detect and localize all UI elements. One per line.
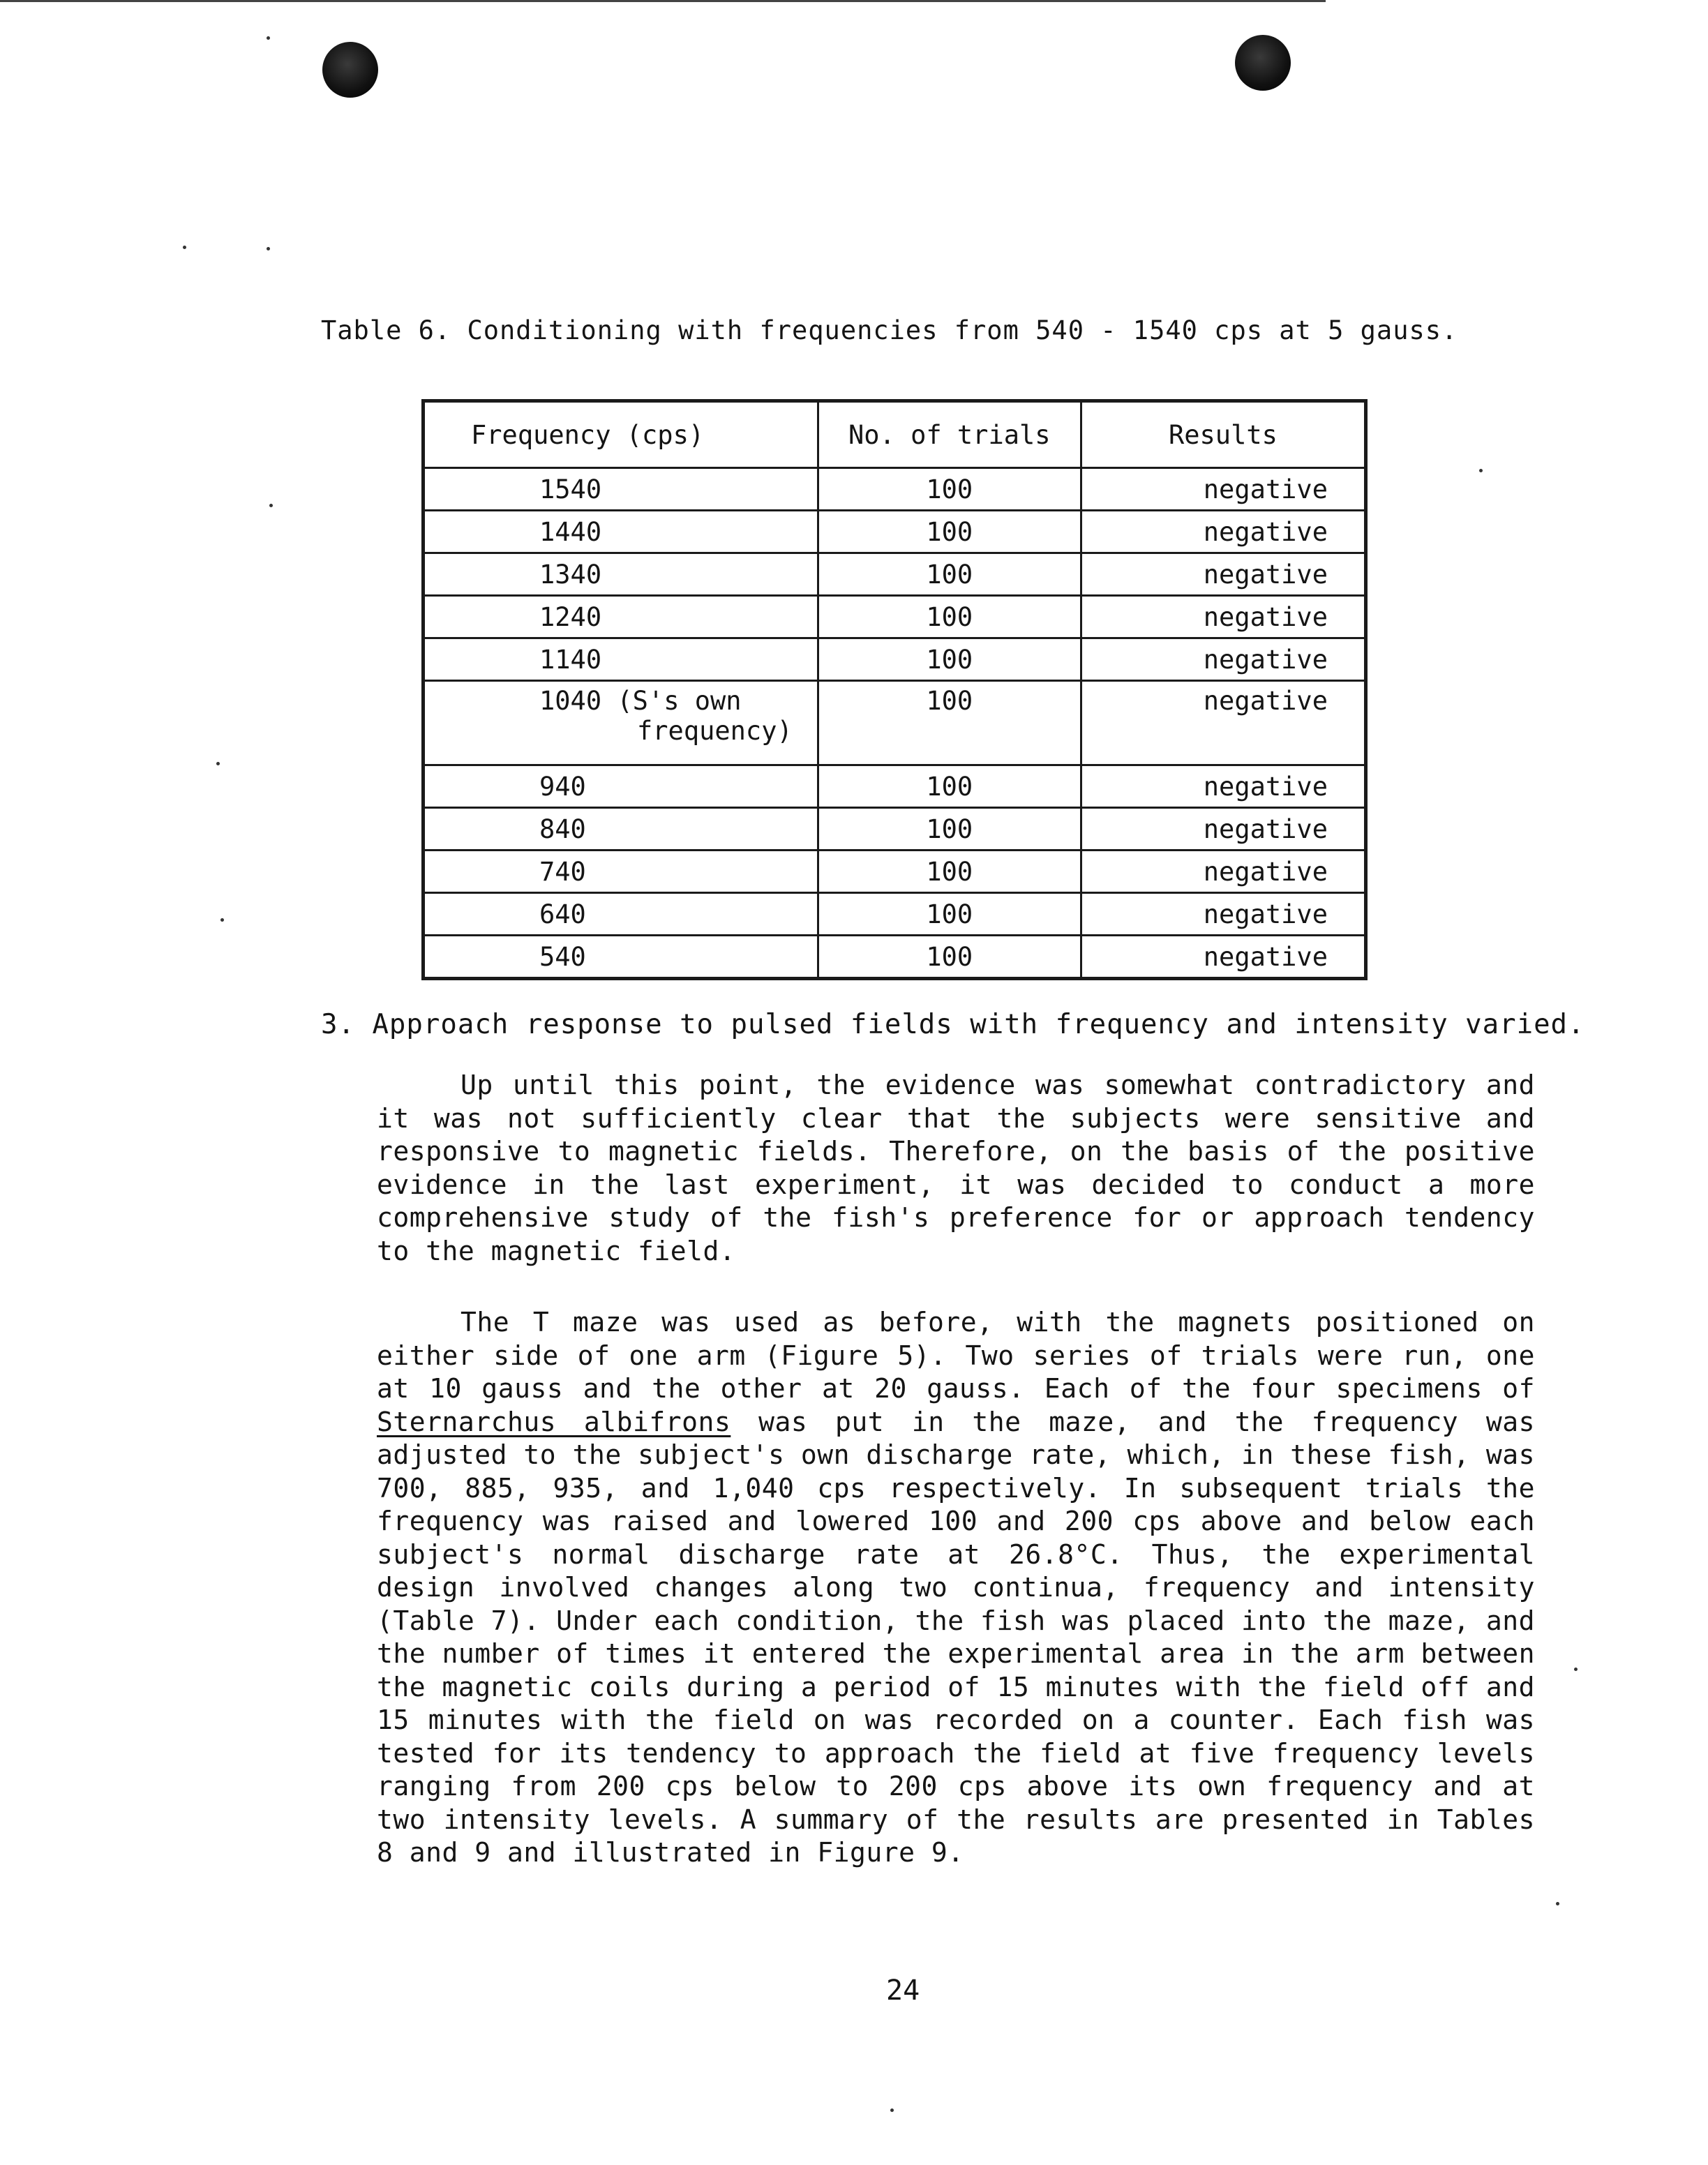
trials-cell: 100 bbox=[818, 511, 1081, 553]
trials-cell: 100 bbox=[818, 638, 1081, 681]
result-cell: negative bbox=[1081, 681, 1365, 765]
conditioning-table bbox=[421, 399, 1368, 980]
result-cell: negative bbox=[1081, 511, 1365, 553]
scan-speck bbox=[1556, 1902, 1559, 1905]
frequency-cell: 1440 bbox=[424, 511, 818, 553]
scan-top-edge bbox=[0, 0, 1326, 2]
frequency-cell: 1340 bbox=[424, 553, 818, 596]
page-number: 24 bbox=[886, 1975, 920, 2007]
result-cell: negative bbox=[1081, 851, 1365, 893]
column-header-frequency: Frequency (cps) bbox=[424, 401, 818, 468]
punch-hole-right bbox=[1235, 35, 1291, 91]
scan-speck bbox=[267, 247, 270, 250]
trials-cell: 100 bbox=[818, 893, 1081, 936]
trials-cell: 100 bbox=[818, 553, 1081, 596]
frequency-cell: 1540 bbox=[424, 468, 818, 511]
trials-cell: 100 bbox=[818, 936, 1081, 979]
frequency-cell: 1240 bbox=[424, 596, 818, 638]
paragraph-text: The T maze was used as before, with the magnets positioned on either side of one arm (Figure 5). Two series of trials were run, one at 10 gauss and the other at 20 gauss. Each of the four specimens of bbox=[377, 1307, 1535, 1404]
scan-speck bbox=[1479, 469, 1483, 472]
result-cell: negative bbox=[1081, 765, 1365, 808]
scan-speck bbox=[1574, 1668, 1578, 1671]
column-header-trials: No. of trials bbox=[818, 401, 1081, 468]
result-cell: negative bbox=[1081, 553, 1365, 596]
scan-speck bbox=[269, 504, 273, 507]
species-name: Sternarchus albifrons bbox=[377, 1406, 731, 1437]
frequency-cell bbox=[424, 681, 818, 765]
paragraph-text: was put in the maze, and the frequency was adjusted to the subject's own discharge rate, which, in these fish, was 700, 885, 935, and 1,040 cps respectively. In subsequent trials the frequency was raised and lowered 100 and 200 cps above and below each subject's normal discharge rate at 26.8°C. Thus, the experimental design involved changes along two continua, frequency and intensity (Table 7). Under each condition, the fish was placed into the maze, and the number of times it entered the experimental area in the arm between the magnetic coils during a period of 15 minutes with the field off and 15 minutes with the field on was recorded on a counter. Each fish was tested for its tendency to approach the field at five frequency levels ranging from 200 cps below to 200 cps above its own frequency and at two intensity levels. A summary of the results are presented in Tables 8 and 9 and illustrated in Figure 9. bbox=[377, 1406, 1535, 1868]
trials-cell: 100 bbox=[818, 596, 1081, 638]
result-cell: negative bbox=[1081, 596, 1365, 638]
table-row bbox=[424, 681, 1366, 765]
frequency-cell: 940 bbox=[424, 765, 818, 808]
result-cell: negative bbox=[1081, 638, 1365, 681]
trials-cell: 100 bbox=[818, 765, 1081, 808]
table-row bbox=[424, 893, 1366, 936]
scan-speck bbox=[216, 762, 220, 765]
trials-cell: 100 bbox=[818, 681, 1081, 765]
frequency-value: 1040 (S's own bbox=[539, 686, 742, 716]
trials-cell: 100 bbox=[818, 851, 1081, 893]
frequency-cell: 840 bbox=[424, 808, 818, 851]
section-heading: 3. Approach response to pulsed fields with frequency and intensity varied. bbox=[321, 1009, 1585, 1040]
table-row bbox=[424, 851, 1366, 893]
frequency-cell: 740 bbox=[424, 851, 818, 893]
paragraph-text: Up until this point, the evidence was somewhat contradictory and it was not sufficiently clear that the subjects were sensitive and responsive to magnetic fields. Therefore, on the basis of the positive evidence in the last experiment, it was decided to conduct a more comprehensive study of the fish's preference for or approach tendency to the magnetic field. bbox=[377, 1070, 1535, 1266]
table-row bbox=[424, 808, 1366, 851]
trials-cell: 100 bbox=[818, 808, 1081, 851]
table-row bbox=[424, 765, 1366, 808]
table-row bbox=[424, 638, 1366, 681]
scan-speck bbox=[267, 36, 270, 40]
table-row bbox=[424, 936, 1366, 979]
punch-hole-left bbox=[322, 42, 378, 98]
frequency-note: frequency) bbox=[637, 716, 793, 746]
table-row bbox=[424, 511, 1366, 553]
result-cell: negative bbox=[1081, 893, 1365, 936]
table-row bbox=[424, 553, 1366, 596]
body-paragraph bbox=[377, 1306, 1535, 1870]
frequency-cell: 640 bbox=[424, 893, 818, 936]
table-row bbox=[424, 596, 1366, 638]
scan-speck bbox=[220, 918, 224, 922]
table-row bbox=[424, 468, 1366, 511]
frequency-cell: 540 bbox=[424, 936, 818, 979]
result-cell: negative bbox=[1081, 808, 1365, 851]
trials-cell: 100 bbox=[818, 468, 1081, 511]
table-caption: Table 6. Conditioning with frequencies from 540 - 1540 cps at 5 gauss. bbox=[321, 315, 1458, 345]
result-cell: negative bbox=[1081, 936, 1365, 979]
scan-speck bbox=[183, 246, 186, 249]
scan-speck bbox=[890, 2108, 894, 2112]
result-cell: negative bbox=[1081, 468, 1365, 511]
table-header-row bbox=[424, 401, 1366, 468]
frequency-cell: 1140 bbox=[424, 638, 818, 681]
column-header-results: Results bbox=[1081, 401, 1365, 468]
body-paragraph bbox=[377, 1069, 1535, 1268]
